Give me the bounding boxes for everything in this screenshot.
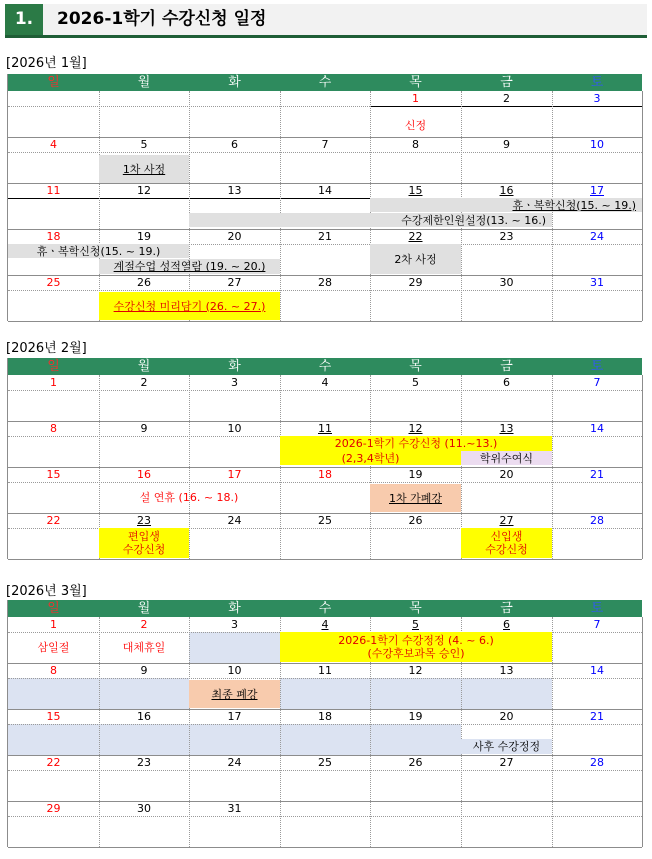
calendar-event bbox=[8, 636, 99, 658]
weekday-label: 월 bbox=[137, 601, 151, 616]
day-number: 16 bbox=[137, 468, 151, 481]
grid-line bbox=[8, 290, 642, 291]
event-label: 수강신청 bbox=[122, 543, 166, 556]
event-label: 수강제한인원설정(13. ~ 16.) bbox=[401, 213, 546, 227]
event-label: 신입생 bbox=[490, 530, 523, 543]
day-number: 9 bbox=[140, 422, 148, 435]
grid-line bbox=[8, 482, 642, 483]
day-number: 4 bbox=[321, 376, 329, 389]
day-number: 20 bbox=[227, 230, 242, 243]
period-highlight bbox=[189, 632, 280, 663]
event-label: 편입생 bbox=[128, 530, 160, 543]
day-number: 29 bbox=[46, 802, 61, 815]
event-label: 2차 사정 bbox=[394, 252, 437, 266]
day-number: 3 bbox=[231, 376, 238, 389]
weekday-label: 수 bbox=[318, 601, 332, 616]
day-number: 13 bbox=[499, 422, 514, 435]
day-number: 7 bbox=[593, 618, 601, 631]
day-number: 9 bbox=[503, 138, 510, 151]
day-number: 7 bbox=[321, 138, 329, 151]
calendar-event bbox=[280, 632, 552, 662]
calendar-month bbox=[7, 600, 641, 847]
day-number: 15 bbox=[408, 184, 423, 197]
day-number: 27 bbox=[499, 514, 514, 527]
calendar-event bbox=[370, 118, 461, 133]
event-label: 2026-1학기 수강정정 (4. ~ 6.) bbox=[338, 634, 494, 647]
weekday-label: 목 bbox=[409, 601, 422, 616]
day-number: 8 bbox=[50, 664, 57, 677]
day-number: 6 bbox=[503, 618, 510, 631]
day-number: 5 bbox=[412, 376, 419, 389]
day-number: 10 bbox=[590, 138, 604, 151]
day-number: 2 bbox=[140, 376, 148, 389]
day-number: 25 bbox=[46, 276, 61, 289]
event-label: (수강후보과목 승인) bbox=[367, 647, 465, 660]
event-label: 1차 가폐강 bbox=[389, 491, 442, 505]
day-number: 12 bbox=[408, 422, 423, 435]
day-number: 24 bbox=[227, 514, 242, 527]
day-number: 23 bbox=[137, 514, 151, 527]
event-label: 계절수업 성적열람 (19. ~ 20.) bbox=[113, 260, 266, 273]
event-label: 설 연휴 (16. ~ 18.) bbox=[139, 490, 239, 504]
event-label: 휴ㆍ복학신청(15. ~ 19.) bbox=[512, 198, 636, 212]
month-label: [2026년 2월] bbox=[6, 341, 87, 356]
grid-line bbox=[8, 390, 642, 391]
day-number: 19 bbox=[408, 468, 423, 481]
section-number: 1. bbox=[5, 4, 43, 35]
month-label: [2026년 1월] bbox=[6, 56, 87, 71]
event-label: 삼일절 bbox=[37, 640, 70, 654]
period-highlight bbox=[8, 724, 461, 755]
day-number: 14 bbox=[590, 664, 604, 677]
day-number: 15 bbox=[46, 468, 61, 481]
grid-line bbox=[642, 617, 643, 847]
weekday-label: 화 bbox=[228, 75, 241, 90]
calendar-event bbox=[8, 486, 370, 508]
day-number: 22 bbox=[408, 230, 423, 243]
day-number: 3 bbox=[593, 92, 601, 105]
day-number: 18 bbox=[46, 230, 61, 243]
event-label: 휴ㆍ복학신청(15. ~ 19.) bbox=[36, 244, 161, 258]
grid-line bbox=[8, 678, 642, 679]
day-number: 22 bbox=[46, 514, 61, 527]
day-number: 17 bbox=[590, 184, 604, 197]
day-number: 20 bbox=[499, 468, 514, 481]
day-number: 1 bbox=[50, 376, 57, 389]
page-title: 2026-1학기 수강신청 일정 bbox=[57, 9, 267, 29]
day-number: 26 bbox=[137, 276, 151, 289]
day-number: 13 bbox=[499, 664, 514, 677]
day-number: 26 bbox=[408, 756, 423, 769]
day-number: 25 bbox=[318, 756, 332, 769]
calendar-event bbox=[99, 636, 189, 658]
event-label: 신정 bbox=[404, 119, 427, 132]
calendar-event bbox=[280, 451, 461, 465]
day-number: 13 bbox=[227, 184, 242, 197]
day-number: 23 bbox=[137, 756, 151, 769]
weekday-header bbox=[8, 600, 642, 617]
day-number: 16 bbox=[137, 710, 151, 723]
day-number: 21 bbox=[590, 468, 604, 481]
day-number: 4 bbox=[50, 138, 57, 151]
event-label: 대체휴일 bbox=[122, 640, 166, 654]
event-label: (2,3,4학년) bbox=[341, 451, 400, 465]
calendar-event bbox=[99, 528, 189, 558]
calendar-event bbox=[370, 484, 461, 512]
calendar-event bbox=[8, 244, 189, 258]
day-number: 31 bbox=[590, 276, 604, 289]
day-number: 28 bbox=[590, 514, 604, 527]
day-number: 30 bbox=[137, 802, 151, 815]
day-number: 21 bbox=[318, 230, 332, 243]
day-number: 9 bbox=[140, 664, 148, 677]
day-number: 12 bbox=[137, 184, 151, 197]
day-number: 2 bbox=[140, 618, 148, 631]
event-label: 사후 수강정정 bbox=[472, 740, 541, 753]
section-title-bar bbox=[5, 4, 647, 38]
day-number: 4 bbox=[321, 618, 329, 631]
day-number: 6 bbox=[231, 138, 238, 151]
calendar-event bbox=[370, 244, 461, 274]
weekday-header bbox=[8, 74, 642, 91]
day-number: 27 bbox=[227, 276, 242, 289]
weekday-label: 월 bbox=[137, 75, 151, 90]
weekday-label: 금 bbox=[500, 359, 513, 374]
weekday-header bbox=[8, 358, 642, 375]
day-number: 29 bbox=[408, 276, 423, 289]
calendar-month bbox=[7, 358, 641, 559]
day-number: 5 bbox=[412, 618, 419, 631]
day-number: 18 bbox=[318, 710, 332, 723]
weekday-label: 토 bbox=[590, 359, 604, 374]
grid-line bbox=[8, 152, 642, 153]
day-number: 26 bbox=[408, 514, 423, 527]
weekday-label: 금 bbox=[500, 601, 513, 616]
calendar-event bbox=[461, 451, 552, 465]
weekday-label: 화 bbox=[228, 601, 241, 616]
day-number: 17 bbox=[227, 710, 242, 723]
day-number: 1 bbox=[50, 618, 57, 631]
grid-line bbox=[8, 816, 642, 817]
weekday-label: 목 bbox=[409, 359, 422, 374]
day-number: 31 bbox=[227, 802, 242, 815]
weekday-label: 일 bbox=[47, 601, 60, 616]
grid-line bbox=[642, 375, 643, 559]
day-number: 11 bbox=[46, 184, 61, 197]
calendar-event bbox=[370, 198, 642, 212]
grid-line bbox=[8, 559, 642, 560]
event-label: 수강신청 미리담기 (26. ~ 27.) bbox=[113, 299, 266, 313]
month-label: [2026년 3월] bbox=[6, 584, 87, 599]
weekday-label: 화 bbox=[228, 359, 241, 374]
day-number: 23 bbox=[499, 230, 514, 243]
grid-line bbox=[8, 321, 642, 322]
weekday-label: 수 bbox=[318, 359, 332, 374]
day-number: 11 bbox=[318, 664, 332, 677]
day-number: 30 bbox=[499, 276, 514, 289]
event-label: 1차 사정 bbox=[122, 162, 166, 176]
calendar-event bbox=[280, 436, 552, 451]
event-label: 수강신청 bbox=[485, 543, 528, 556]
day-number: 24 bbox=[590, 230, 604, 243]
day-number: 27 bbox=[499, 756, 514, 769]
day-number: 16 bbox=[499, 184, 514, 197]
day-number: 3 bbox=[231, 618, 238, 631]
day-number: 6 bbox=[503, 376, 510, 389]
grid-line bbox=[552, 617, 553, 847]
calendar-event bbox=[99, 259, 280, 274]
day-number: 12 bbox=[408, 664, 423, 677]
calendar-event bbox=[99, 155, 189, 183]
weekday-label: 토 bbox=[590, 601, 604, 616]
calendar-event bbox=[461, 739, 552, 754]
day-number: 10 bbox=[227, 422, 242, 435]
day-number: 24 bbox=[227, 756, 242, 769]
event-label: 학위수여식 bbox=[479, 451, 534, 465]
weekday-label: 토 bbox=[590, 75, 604, 90]
grid-line bbox=[8, 770, 642, 771]
day-number: 17 bbox=[227, 468, 242, 481]
day-number: 22 bbox=[46, 756, 61, 769]
weekday-label: 일 bbox=[47, 359, 60, 374]
day-number: 20 bbox=[499, 710, 514, 723]
day-number: 11 bbox=[318, 422, 332, 435]
day-number: 2 bbox=[503, 92, 510, 105]
day-number: 28 bbox=[590, 756, 604, 769]
grid-line bbox=[8, 724, 642, 725]
calendar-month bbox=[7, 74, 641, 321]
event-label: 최종 폐강 bbox=[211, 687, 258, 701]
day-number: 8 bbox=[50, 422, 57, 435]
weekday-label: 일 bbox=[47, 75, 60, 90]
day-number: 14 bbox=[590, 422, 604, 435]
day-number: 15 bbox=[46, 710, 61, 723]
day-number: 10 bbox=[227, 664, 242, 677]
day-number: 28 bbox=[318, 276, 332, 289]
grid-line bbox=[8, 847, 642, 848]
day-number: 19 bbox=[408, 710, 423, 723]
weekday-label: 금 bbox=[500, 75, 513, 90]
day-number: 5 bbox=[140, 138, 148, 151]
day-number: 14 bbox=[318, 184, 332, 197]
grid-line bbox=[642, 91, 643, 321]
calendar-event bbox=[189, 213, 552, 227]
calendar-event bbox=[99, 292, 280, 320]
grid-line bbox=[370, 106, 642, 107]
day-number: 8 bbox=[412, 138, 419, 151]
day-number: 19 bbox=[137, 230, 151, 243]
day-number: 25 bbox=[318, 514, 332, 527]
period-highlight bbox=[280, 678, 552, 709]
calendar-event bbox=[461, 528, 552, 558]
event-label: 2026-1학기 수강신청 (11.~13.) bbox=[334, 437, 498, 450]
day-number: 18 bbox=[318, 468, 332, 481]
weekday-label: 목 bbox=[409, 75, 422, 90]
day-number: 1 bbox=[412, 92, 419, 105]
calendar-event bbox=[189, 680, 280, 708]
day-number: 21 bbox=[590, 710, 604, 723]
weekday-label: 수 bbox=[318, 75, 332, 90]
day-number: 7 bbox=[593, 376, 601, 389]
weekday-label: 월 bbox=[137, 359, 151, 374]
